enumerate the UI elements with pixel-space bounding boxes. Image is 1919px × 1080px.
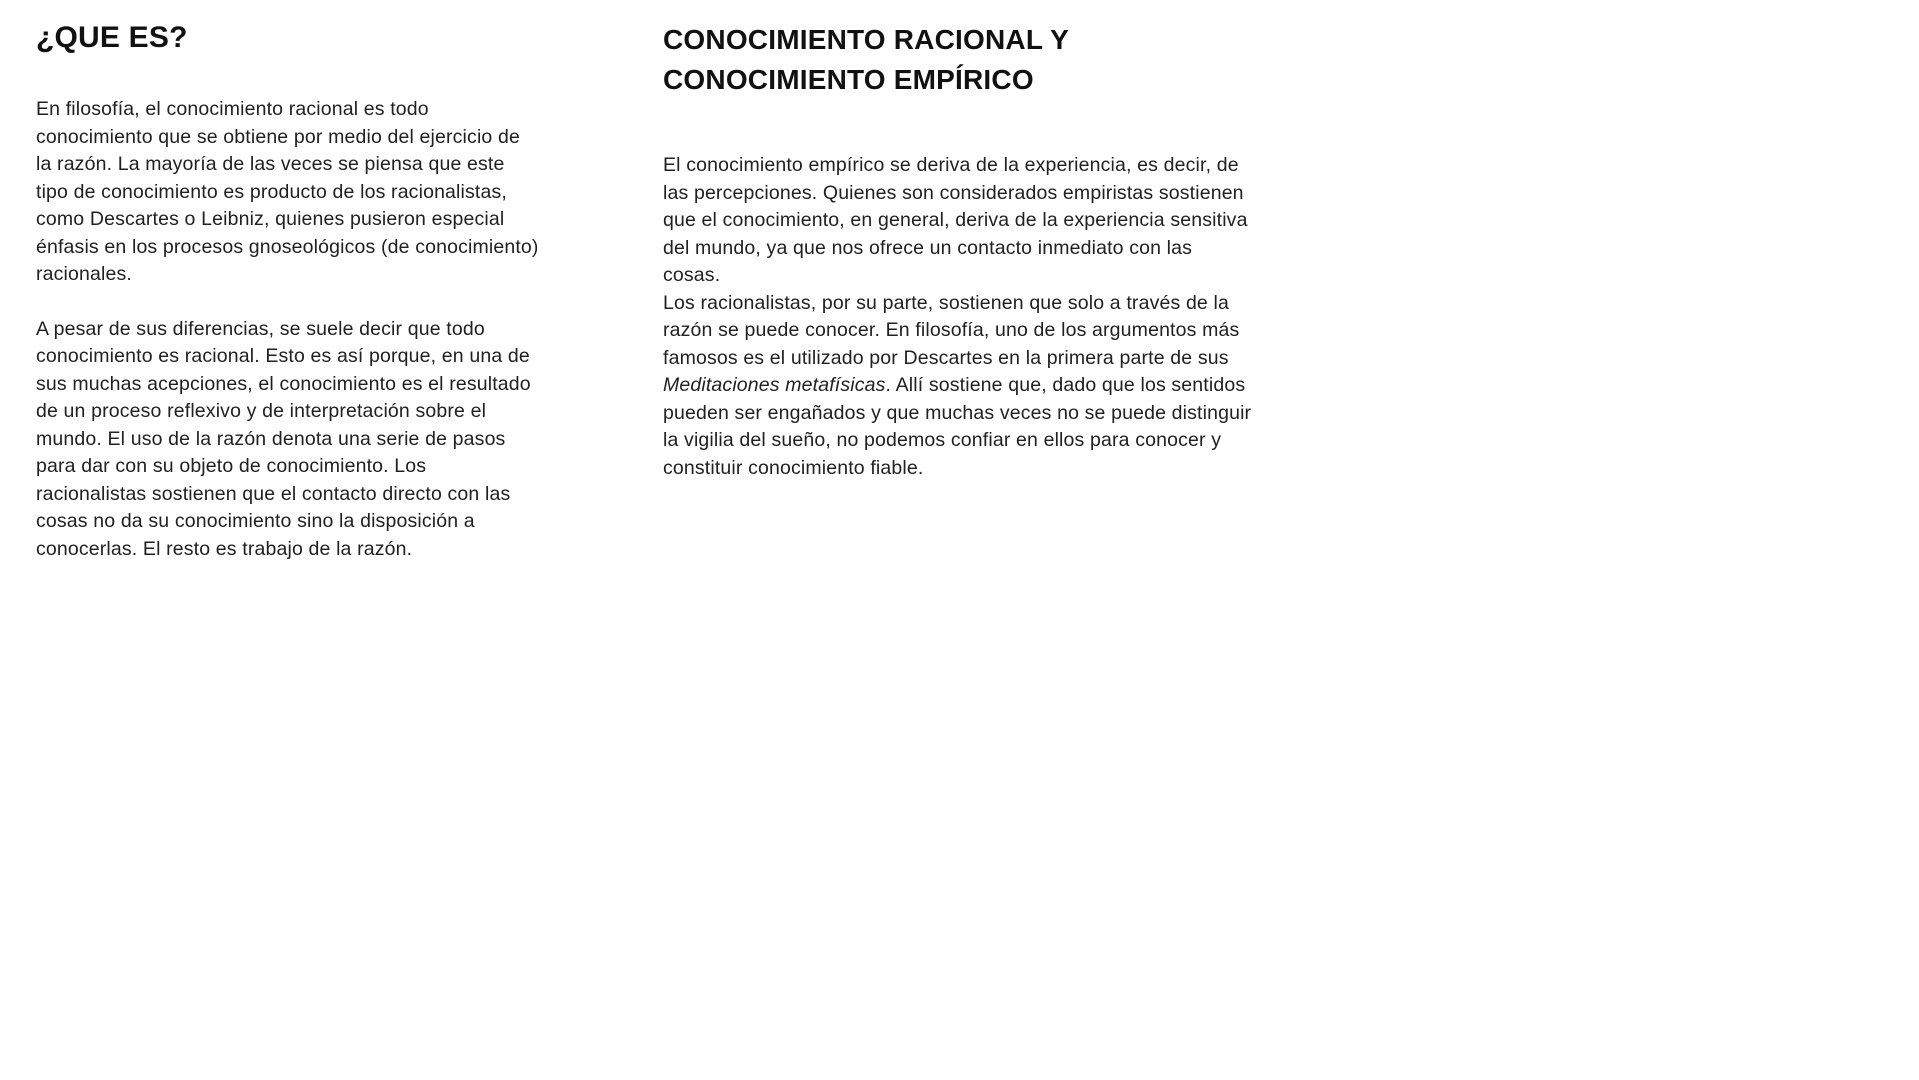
- right-column: [663, 20, 1253, 482]
- right-body-text: [663, 152, 1253, 482]
- paragraph-text: Los racionalistas, por su parte, sostienen que solo a través de la razón se puede conocer. En filosofía, uno de los argumentos más famosos es el utilizado por Descartes en la primera parte de sus: [663, 291, 1240, 369]
- paragraph: [663, 290, 1253, 483]
- left-column: [36, 20, 541, 590]
- book-title-italic: Meditaciones metafísicas: [663, 374, 886, 396]
- paragraph-text: . Allí sostiene que, dado que los sentidos pueden ser engañados y que muchas veces no se puede distinguir la vigilia del sueño, no podemos confiar en ellos para conocer y constituir conocimiento fiable.: [663, 374, 1252, 479]
- paragraph: A pesar de sus diferencias, se suele decir que todo conocimiento es racional. Esto es así porque, en una de sus muchas acepciones, el conocimiento es el resultado de un proceso reflexivo y de interpretación sobre el mundo. El uso de la razón denota una serie de pasos para dar con su objeto de conocimiento. Los racionalistas sostienen que el contacto directo con las cosas no da su conocimiento sino la disposición a conocerlas. El resto es trabajo de la razón.: [36, 317, 531, 560]
- paragraph: El conocimiento empírico se deriva de la experiencia, es decir, de las percepciones. Quienes son considerados empiristas sostienen que el conocimiento, en general, deriva de la experiencia sensitiva del mundo, ya que nos ofrece un contacto inmediato con las cosas.: [663, 154, 1248, 286]
- left-body-text: [36, 96, 541, 563]
- left-section-heading: ¿QUE ES?: [36, 21, 188, 54]
- paragraph: En filosofía, el conocimiento racional es todo conocimiento que se obtiene por medio del ejercicio de la razón. La mayoría de las veces se piensa que este tipo de conocimiento es producto de los racionalistas, como Descartes o Leibniz, quienes pusieron especial énfasis en los procesos gnoseológicos (de conocimiento) racionales.: [36, 98, 539, 285]
- right-section-heading: CONOCIMIENTO RACIONAL Y CONOCIMIENTO EMPÍRICO: [663, 24, 1069, 95]
